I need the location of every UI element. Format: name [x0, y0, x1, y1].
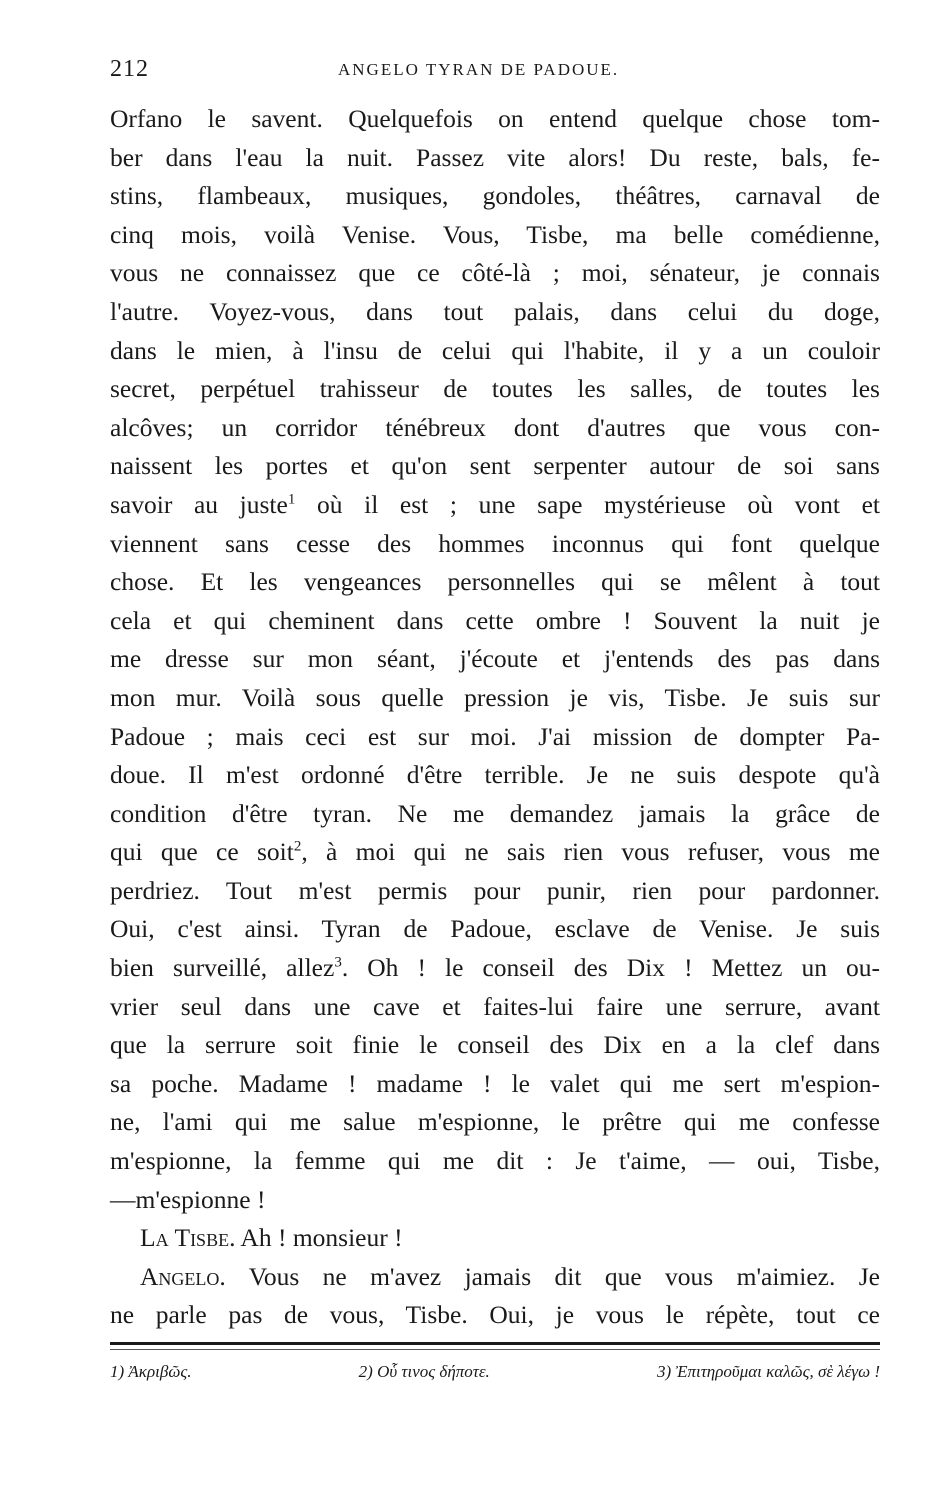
text-line: ne, l'ami qui me salue m'espionne, le prêtre qui me confesse — [110, 1107, 880, 1137]
text-line: que la serrure soit finie le conseil des Dix en a la clef dans — [110, 1030, 880, 1060]
footnote-marker: 2 — [293, 838, 302, 855]
footnote-text: Ἀκριβῶς. — [128, 1362, 192, 1381]
text-line: secret, perpétuel trahisseur de toutes les salles, de toutes les — [110, 374, 880, 404]
text-line: l'autre. Voyez-vous, dans tout palais, dans celui du doge, — [110, 296, 880, 326]
text-line: mon mur. Voilà sous quelle pression je vis, Tisbe. Je suis sur — [110, 682, 880, 712]
speaker-name: La Tisbe. — [140, 1223, 236, 1253]
book-page — [110, 56, 880, 1335]
footnote-marker: 3 — [334, 954, 342, 971]
text-line: cinq mois, voilà Venise. Vous, Tisbe, ma belle comédienne, — [110, 219, 880, 249]
text-line — [110, 949, 880, 988]
footnote-marker: 1 — [287, 491, 296, 508]
text-line: m'espionne, la femme qui me dit : Je t'aime, — oui, Tisbe, — [110, 1146, 880, 1176]
dialogue-line-angelo — [110, 1258, 880, 1297]
text-segment: Ah ! monsieur ! — [235, 1223, 403, 1253]
text-segment: savoir au juste — [110, 489, 288, 519]
text-segment: . Oh ! le conseil des Dix ! Mettez un ou- — [341, 953, 880, 983]
text-segment: bien surveillé, allez — [110, 953, 335, 983]
text-line: ber dans l'eau la nuit. Passez vite alors! Du reste, bals, fe- — [110, 142, 880, 172]
dialogue-line-tisbe — [110, 1219, 880, 1258]
page-number: 212 — [110, 56, 149, 82]
text-segment: où il est ; une sape mystérieuse où vont et — [295, 489, 880, 519]
text-segment: qui que ce soit — [110, 837, 294, 867]
text-line — [110, 833, 880, 872]
text-segment: , à moi qui ne sais rien vous refuser, vous me — [301, 837, 880, 867]
text-line: condition d'être tyran. Ne me demandez jamais la grâce de — [110, 798, 880, 828]
text-line: viennent sans cesse des hommes inconnus qui font quelque — [110, 528, 880, 558]
body-text — [110, 100, 880, 1335]
footnote-mark: 3) — [657, 1362, 672, 1381]
running-title: ANGELO TYRAN DE PADOUE. — [338, 60, 620, 79]
text-line: Oui, c'est ainsi. Tyran de Padoue, esclave de Venise. Je suis — [110, 914, 880, 944]
text-line: me dresse sur mon séant, j'écoute et j'entends des pas dans — [110, 644, 880, 674]
page-header — [110, 56, 880, 92]
text-line: doue. Il m'est ordonné d'être terrible. Je ne suis despote qu'à — [110, 760, 880, 790]
text-line: perdriez. Tout m'est permis pour punir, rien pour pardonner. — [110, 875, 880, 905]
text-line: cela et qui cheminent dans cette ombre ! Souvent la nuit je — [110, 605, 880, 635]
footnote-text: Οὗ τινος δήποτε. — [377, 1362, 490, 1381]
text-line: dans le mien, à l'insu de celui qui l'habite, il y a un couloir — [110, 335, 880, 365]
footnote-mark: 2) — [358, 1362, 373, 1381]
text-line: vous ne connaissez que ce côté-là ; moi, sénateur, je connais — [110, 258, 880, 288]
footnote-mark: 1) — [110, 1362, 125, 1381]
text-line: sa poche. Madame ! madame ! le valet qui me sert m'espion- — [110, 1068, 880, 1098]
text-line: alcôves; un corridor ténébreux dont d'autres que vous con- — [110, 412, 880, 442]
footnote-3 — [657, 1362, 880, 1382]
text-line: —m'espionne ! — [110, 1184, 266, 1214]
text-line — [110, 486, 880, 525]
text-line: vrier seul dans une cave et faites-lui faire une serrure, avant — [110, 991, 880, 1021]
text-line: ne parle pas de vous, Tisbe. Oui, je vous le répète, tout ce — [110, 1300, 880, 1330]
text-line: Padoue ; mais ceci est sur moi. J'ai mission de dompter Pa- — [110, 721, 880, 751]
text-line: naissent les portes et qu'on sent serpenter autour de soi sans — [110, 451, 880, 481]
text-line: stins, flambeaux, musiques, gondoles, théâtres, carnaval de — [110, 181, 880, 211]
footnotes — [110, 1362, 880, 1382]
text-segment: Vous ne m'avez jamais dit que vous m'aimiez. Je — [225, 1261, 880, 1291]
footnote-text: Ἐπιτηροῦμαι καλῶς, σὲ λέγω ! — [675, 1362, 880, 1381]
footnote-1 — [110, 1362, 191, 1382]
footnote-rule-thin — [110, 1349, 880, 1350]
footnote-2 — [359, 1362, 490, 1382]
text-line: chose. Et les vengeances personnelles qui se mêlent à tout — [110, 567, 880, 597]
footnote-rule — [110, 1342, 880, 1345]
speaker-name: Angelo. — [140, 1261, 226, 1291]
text-line: Orfano le savent. Quelquefois on entend quelque chose tom- — [110, 104, 880, 133]
